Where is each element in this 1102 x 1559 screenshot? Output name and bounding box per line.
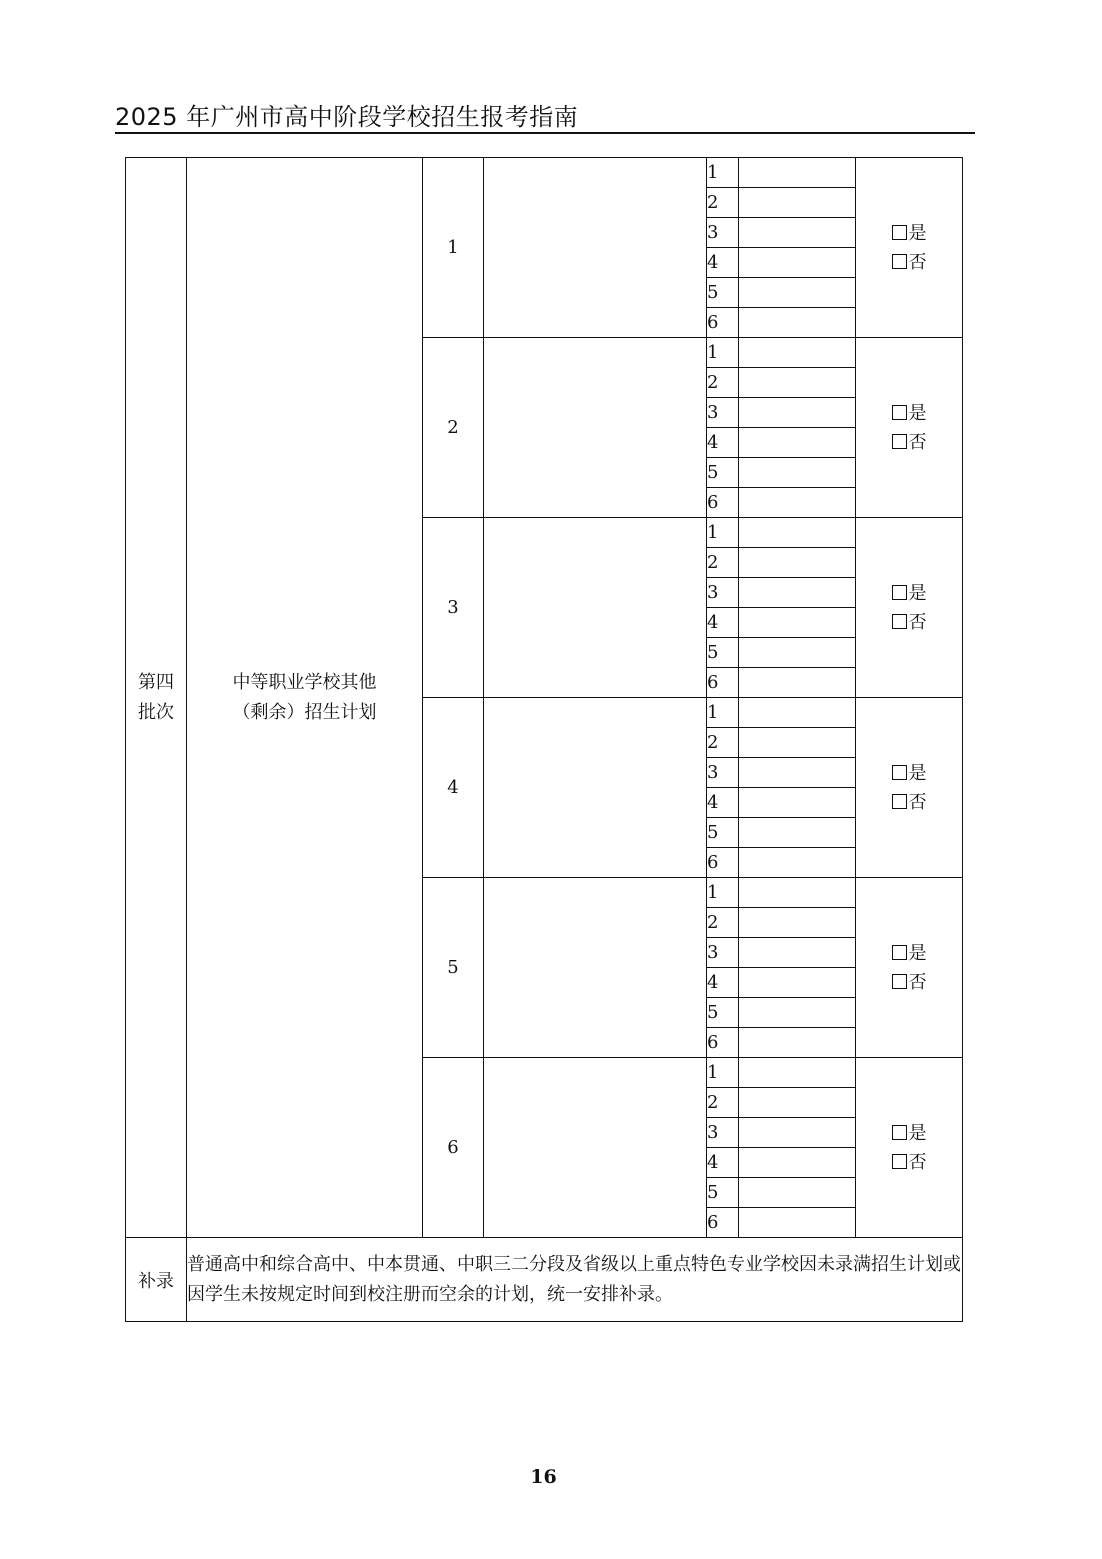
major-rank-number: 2 xyxy=(707,1088,739,1118)
adjust-choice-cell xyxy=(856,518,963,698)
major-rank-number: 4 xyxy=(707,788,739,818)
major-field[interactable] xyxy=(739,398,856,428)
major-field[interactable] xyxy=(739,758,856,788)
supplement-text: 普通高中和综合高中、中本贯通、中职三二分段及省级以上重点特色专业学校因未录满招生计划或因学生未按规定时间到校注册而空余的计划，统一安排补录。 xyxy=(187,1238,963,1322)
yes-option[interactable] xyxy=(856,219,962,248)
major-field[interactable] xyxy=(739,938,856,968)
major-field[interactable] xyxy=(739,728,856,758)
choice-number: 2 xyxy=(423,338,484,518)
batch-label-cell xyxy=(126,158,187,1238)
checkbox-icon[interactable] xyxy=(892,405,907,420)
checkbox-icon[interactable] xyxy=(892,225,907,240)
checkbox-icon[interactable] xyxy=(892,945,907,960)
school-name-field[interactable] xyxy=(484,878,707,1058)
major-field[interactable] xyxy=(739,1148,856,1178)
supplement-row xyxy=(126,1238,963,1322)
major-rank-number: 1 xyxy=(707,698,739,728)
major-rank-number: 5 xyxy=(707,1178,739,1208)
major-field[interactable] xyxy=(739,1088,856,1118)
yes-label: 是 xyxy=(908,582,927,604)
major-field[interactable] xyxy=(739,998,856,1028)
checkbox-icon[interactable] xyxy=(892,974,907,989)
table-row xyxy=(126,158,963,188)
major-field[interactable] xyxy=(739,248,856,278)
no-label: 否 xyxy=(908,1151,927,1173)
major-rank-number: 5 xyxy=(707,998,739,1028)
no-label: 否 xyxy=(908,971,927,993)
yes-label: 是 xyxy=(908,222,927,244)
no-option[interactable] xyxy=(856,1148,962,1177)
major-rank-number: 6 xyxy=(707,1028,739,1058)
major-field[interactable] xyxy=(739,368,856,398)
no-label: 否 xyxy=(908,431,927,453)
major-rank-number: 3 xyxy=(707,218,739,248)
checkbox-icon[interactable] xyxy=(892,585,907,600)
major-rank-number: 3 xyxy=(707,758,739,788)
yes-label: 是 xyxy=(908,402,927,424)
major-field[interactable] xyxy=(739,338,856,368)
major-rank-number: 4 xyxy=(707,608,739,638)
no-label: 否 xyxy=(908,791,927,813)
yes-label: 是 xyxy=(908,1122,927,1144)
checkbox-icon[interactable] xyxy=(892,254,907,269)
major-field[interactable] xyxy=(739,698,856,728)
school-name-field[interactable] xyxy=(484,158,707,338)
major-rank-number: 3 xyxy=(707,938,739,968)
major-rank-number: 6 xyxy=(707,308,739,338)
page-number: 16 xyxy=(530,1466,557,1488)
major-rank-number: 1 xyxy=(707,518,739,548)
major-field[interactable] xyxy=(739,908,856,938)
school-name-field[interactable] xyxy=(484,1058,707,1238)
major-rank-number: 4 xyxy=(707,248,739,278)
no-option[interactable] xyxy=(856,428,962,457)
major-rank-number: 6 xyxy=(707,1208,739,1238)
major-rank-number: 1 xyxy=(707,338,739,368)
choice-number: 1 xyxy=(423,158,484,338)
choice-number: 6 xyxy=(423,1058,484,1238)
yes-label: 是 xyxy=(908,762,927,784)
choice-number: 4 xyxy=(423,698,484,878)
major-field[interactable] xyxy=(739,308,856,338)
adjust-choice-cell xyxy=(856,1058,963,1238)
major-rank-number: 4 xyxy=(707,968,739,998)
no-option[interactable] xyxy=(856,788,962,817)
major-rank-number: 3 xyxy=(707,398,739,428)
choice-number: 5 xyxy=(423,878,484,1058)
plan-name: 中等职业学校其他（剩余）招生计划 xyxy=(232,671,377,723)
major-rank-number: 1 xyxy=(707,158,739,188)
batch-label: 第四批次 xyxy=(137,671,174,723)
adjust-choice-cell xyxy=(856,698,963,878)
major-rank-number: 5 xyxy=(707,278,739,308)
major-field[interactable] xyxy=(739,488,856,518)
major-field[interactable] xyxy=(739,158,856,188)
yes-option[interactable] xyxy=(856,579,962,608)
major-field[interactable] xyxy=(739,278,856,308)
major-rank-number: 5 xyxy=(707,818,739,848)
page-header-title: 2025 年广州市高中阶段学校招生报考指南 xyxy=(115,103,579,131)
no-label: 否 xyxy=(908,251,927,273)
yes-option[interactable] xyxy=(856,759,962,788)
yes-label: 是 xyxy=(908,942,927,964)
major-field[interactable] xyxy=(739,548,856,578)
major-rank-number: 2 xyxy=(707,908,739,938)
major-field[interactable] xyxy=(739,188,856,218)
checkbox-icon[interactable] xyxy=(892,794,907,809)
no-option[interactable] xyxy=(856,248,962,277)
major-field[interactable] xyxy=(739,788,856,818)
checkbox-icon[interactable] xyxy=(892,1125,907,1140)
major-field[interactable] xyxy=(739,638,856,668)
major-rank-number: 2 xyxy=(707,728,739,758)
header-rule xyxy=(115,132,975,134)
major-field[interactable] xyxy=(739,1208,856,1238)
major-rank-number: 4 xyxy=(707,1148,739,1178)
major-field[interactable] xyxy=(739,1058,856,1088)
school-name-field[interactable] xyxy=(484,698,707,878)
major-rank-number: 1 xyxy=(707,1058,739,1088)
major-field[interactable] xyxy=(739,1118,856,1148)
choice-number: 3 xyxy=(423,518,484,698)
no-label: 否 xyxy=(908,611,927,633)
major-field[interactable] xyxy=(739,878,856,908)
major-rank-number: 6 xyxy=(707,668,739,698)
major-rank-number: 2 xyxy=(707,368,739,398)
major-field[interactable] xyxy=(739,608,856,638)
checkbox-icon[interactable] xyxy=(892,765,907,780)
adjust-choice-cell xyxy=(856,878,963,1058)
major-rank-number: 4 xyxy=(707,428,739,458)
major-rank-number: 5 xyxy=(707,458,739,488)
major-field[interactable] xyxy=(739,1178,856,1208)
plan-name-cell xyxy=(187,158,423,1238)
school-name-field[interactable] xyxy=(484,518,707,698)
major-rank-number: 3 xyxy=(707,1118,739,1148)
adjust-choice-cell xyxy=(856,158,963,338)
no-option[interactable] xyxy=(856,968,962,997)
major-field[interactable] xyxy=(739,578,856,608)
major-rank-number: 2 xyxy=(707,188,739,218)
yes-option[interactable] xyxy=(856,1119,962,1148)
major-rank-number: 1 xyxy=(707,878,739,908)
major-field[interactable] xyxy=(739,458,856,488)
major-field[interactable] xyxy=(739,968,856,998)
major-field[interactable] xyxy=(739,218,856,248)
major-field[interactable] xyxy=(739,428,856,458)
major-field[interactable] xyxy=(739,1028,856,1058)
major-rank-number: 2 xyxy=(707,548,739,578)
supplement-label: 补录 xyxy=(126,1238,187,1322)
major-rank-number: 6 xyxy=(707,488,739,518)
major-rank-number: 3 xyxy=(707,578,739,608)
checkbox-icon[interactable] xyxy=(892,1154,907,1169)
checkbox-icon[interactable] xyxy=(892,434,907,449)
yes-option[interactable] xyxy=(856,939,962,968)
major-field[interactable] xyxy=(739,518,856,548)
major-field[interactable] xyxy=(739,848,856,878)
major-rank-number: 5 xyxy=(707,638,739,668)
adjust-choice-cell xyxy=(856,338,963,518)
major-field[interactable] xyxy=(739,818,856,848)
application-form-table xyxy=(125,157,963,1322)
major-rank-number: 6 xyxy=(707,848,739,878)
school-name-field[interactable] xyxy=(484,338,707,518)
no-option[interactable] xyxy=(856,608,962,637)
major-field[interactable] xyxy=(739,668,856,698)
checkbox-icon[interactable] xyxy=(892,614,907,629)
yes-option[interactable] xyxy=(856,399,962,428)
